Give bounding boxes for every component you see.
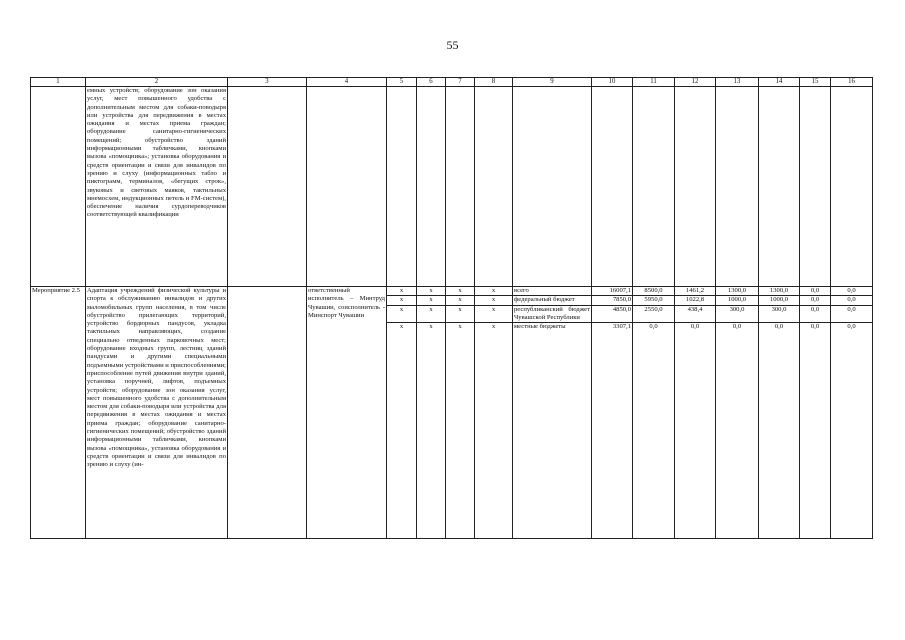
cell: x bbox=[475, 287, 513, 296]
cell: x bbox=[446, 305, 475, 323]
continued-row bbox=[31, 87, 873, 287]
header-cell: 11 bbox=[633, 78, 675, 87]
cell: 0,0 bbox=[675, 323, 716, 539]
header-cell: 3 bbox=[228, 78, 307, 87]
cell: 1300,0 bbox=[716, 287, 759, 296]
cell: 1000,0 bbox=[716, 296, 759, 305]
cell: 0,0 bbox=[800, 323, 831, 539]
cell: x bbox=[475, 305, 513, 323]
cell: 2550,0 bbox=[633, 305, 675, 323]
cell: x bbox=[475, 296, 513, 305]
cell: 5950,0 bbox=[633, 296, 675, 305]
header-cell: 6 bbox=[417, 78, 446, 87]
cell: x bbox=[417, 296, 446, 305]
cell: 8500,0 bbox=[633, 287, 675, 296]
cell: 300,0 bbox=[759, 305, 800, 323]
header-cell: 13 bbox=[716, 78, 759, 87]
cell: 7850,0 bbox=[592, 296, 633, 305]
cell: 0,0 bbox=[759, 323, 800, 539]
cell: x bbox=[387, 296, 417, 305]
cell: 4850,0 bbox=[592, 305, 633, 323]
cell: 0,0 bbox=[800, 296, 831, 305]
header-cell: 4 bbox=[307, 78, 387, 87]
cell: 0,0 bbox=[716, 323, 759, 539]
header-cell: 10 bbox=[592, 78, 633, 87]
cell: 0,0 bbox=[633, 323, 675, 539]
cell: x bbox=[417, 323, 446, 539]
measure-executor: ответственный исполнитель – Минтруд Чувашии, соисполнитель - Минспорт Чувашии bbox=[307, 287, 387, 539]
header-cell: 5 bbox=[387, 78, 417, 87]
header-cell: 9 bbox=[513, 78, 592, 87]
cell: 1300,0 bbox=[759, 287, 800, 296]
cell: x bbox=[387, 323, 417, 539]
cell: x bbox=[475, 323, 513, 539]
cell: 300,0 bbox=[716, 305, 759, 323]
header-cell: 8 bbox=[475, 78, 513, 87]
cell: x bbox=[446, 287, 475, 296]
funding-source: федеральный бюджет bbox=[513, 296, 592, 305]
measure-description: Адаптация учреждений физической культуры и спорта к обслуживанию инвалидов и других маломобильных групп населения, в том числе обустройство прилегающих территорий, устройство бордюрных пандусов, укладка тактильных направляющих, создание специально отведенных парковочных мест; оборудование входных групп, лестниц зданий пандусами и другими специальными подъемными устройствами и приспособлениями; приспособление путей движения внутри зданий, установка поручней, лифтов, подъемных устройств; оборудование зон оказания услуг, мест повышенного удобства с дополнительным местом для собаки-поводыря или устройства для передвижения в местах ожидания и местах приема граждан; оборудование санитарно-гигиенических помещений; обустройство зданий информационными табличками, кнопками вызова «помощника», установка оборудования и средств ориентации и связи для инвалидов по зрению и слуху (ин- bbox=[86, 287, 228, 539]
header-cell: 12 bbox=[675, 78, 716, 87]
header-cell: 1 bbox=[31, 78, 86, 87]
funding-source: местные бюджеты bbox=[513, 323, 592, 539]
cell: 16007,1 bbox=[592, 287, 633, 296]
cell: x bbox=[417, 287, 446, 296]
funding-source: всего bbox=[513, 287, 592, 296]
cell: 0,0 bbox=[831, 305, 873, 323]
funding-source: республиканский бюджет Чувашской Республики bbox=[514, 305, 590, 321]
header-cell: 2 bbox=[86, 78, 228, 87]
header-cell: 15 bbox=[800, 78, 831, 87]
continued-description: емных устройств; оборудование зон оказания услуг, мест повышенного удобства с дополнительным местом для собаки-поводыря или устройства для передвижения в местах ожидания и местах приема граждан; оборудование санитарно-гигиенических помещений; обустройство зданий информационными табличками, кнопками вызова «помощника»; установка оборудования и средств ориентации и связи для инвалидов по зрению и слуху (информационных табло и пиктограмм, терминалов, «бегущих строк», звуковых и световых маяков, тактильных мнемосхем, индукционных петель и FM-систем), обеспечение наличия сурдопереводчиков соответствующей квалификации bbox=[86, 87, 228, 287]
cell: x bbox=[387, 287, 417, 296]
cell: 438,4 bbox=[675, 305, 716, 323]
measure-code: Мероприятие 2.5 bbox=[31, 287, 86, 539]
page-number: 55 bbox=[446, 38, 459, 52]
header-row bbox=[31, 78, 873, 87]
cell: 0,0 bbox=[831, 287, 873, 296]
header-cell: 16 bbox=[831, 78, 873, 87]
cell: x bbox=[417, 305, 446, 323]
cell: 1022,8 bbox=[675, 296, 716, 305]
cell: 1000,0 bbox=[759, 296, 800, 305]
cell: x bbox=[387, 305, 417, 323]
cell: x bbox=[446, 296, 475, 305]
cell: 0,0 bbox=[831, 296, 873, 305]
cell: 3307,1 bbox=[592, 323, 633, 539]
table-row bbox=[31, 287, 873, 296]
cell: 0,0 bbox=[831, 323, 873, 539]
cell: 0,0 bbox=[800, 287, 831, 296]
cell: x bbox=[446, 323, 475, 539]
cell: 1461,2 bbox=[675, 287, 716, 296]
program-table bbox=[30, 77, 873, 539]
header-cell: 14 bbox=[759, 78, 800, 87]
header-cell: 7 bbox=[446, 78, 475, 87]
cell: 0,0 bbox=[800, 305, 831, 323]
